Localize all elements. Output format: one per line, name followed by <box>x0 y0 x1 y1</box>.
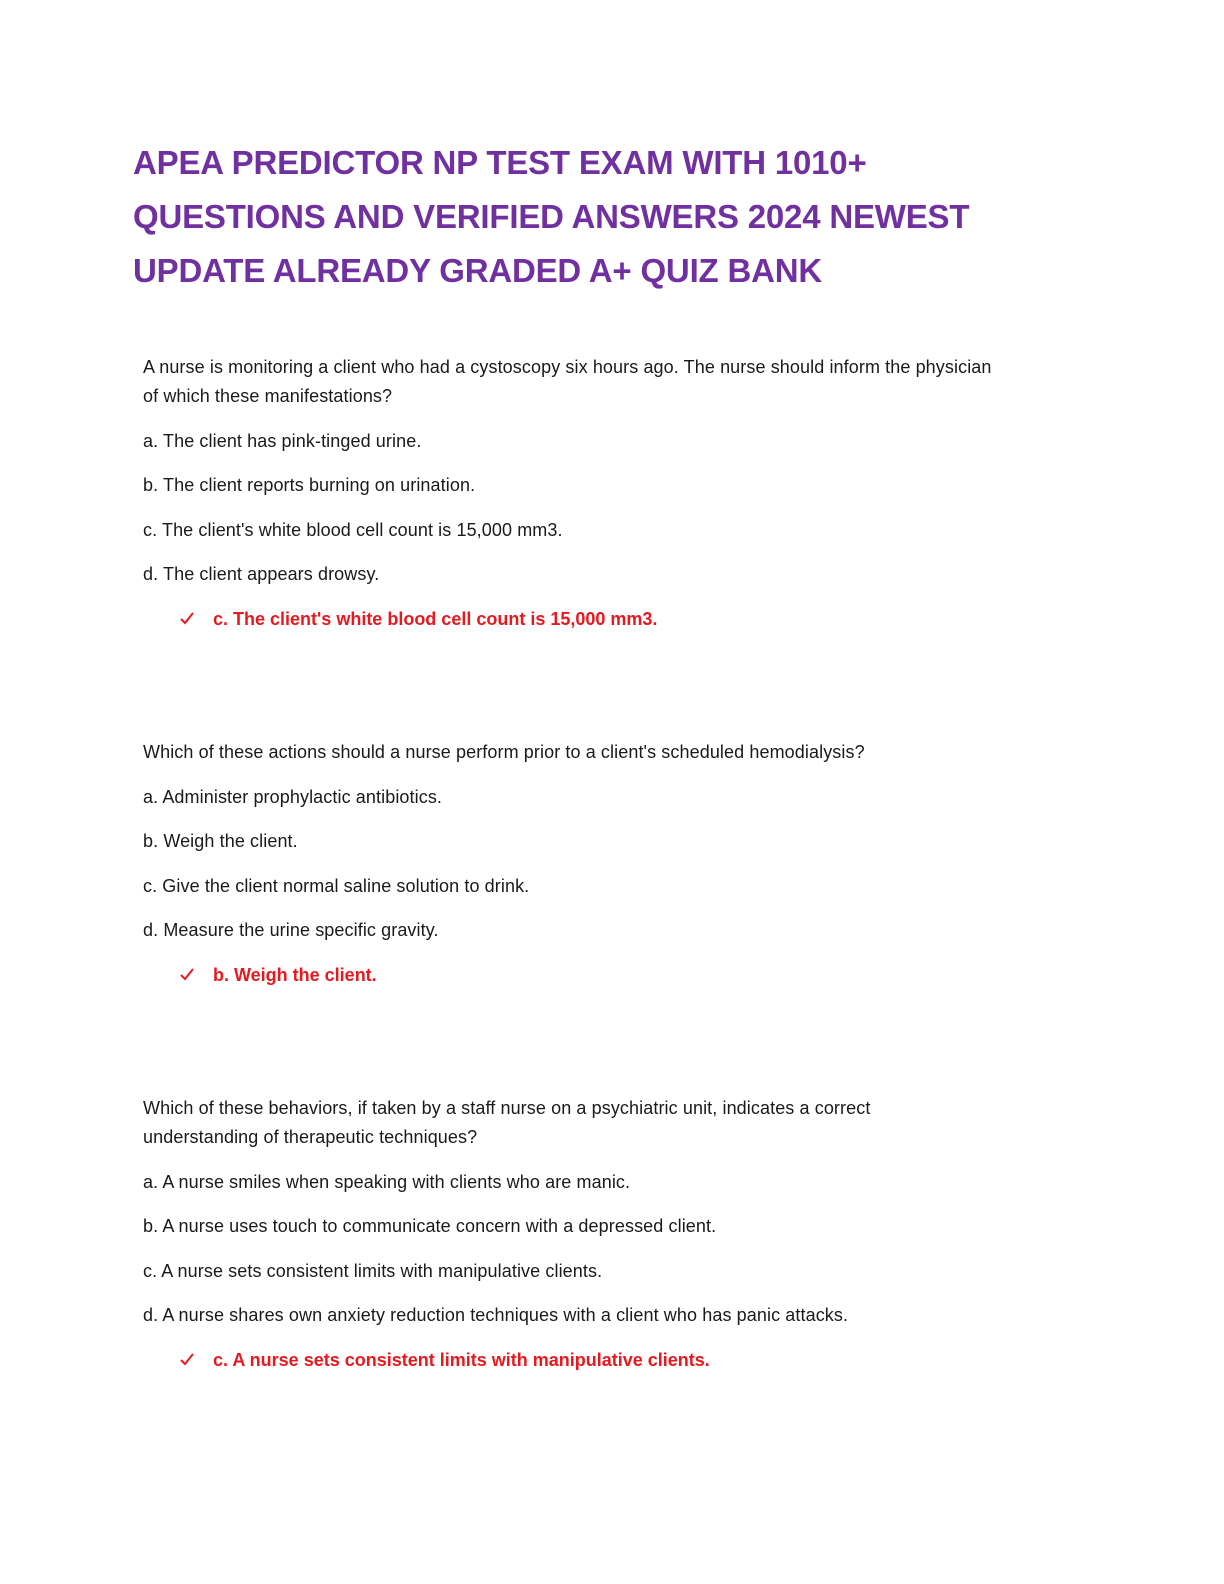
question-text <box>143 738 1083 767</box>
question-block <box>143 353 1083 634</box>
title-line: QUESTIONS AND VERIFIED ANSWERS 2024 NEWEST <box>133 198 970 235</box>
answer-option: a. Administer prophylactic antibiotics. <box>143 786 443 807</box>
correct-answer-text: c. A nurse sets consistent limits with manipulative clients. <box>213 1349 710 1370</box>
correct-answer <box>143 961 1083 990</box>
document-title <box>133 136 1093 298</box>
question-line: A nurse is monitoring a client who had a cystoscopy six hours ago. The nurse should inform the physician <box>143 357 992 377</box>
checkmark-icon <box>180 961 196 990</box>
answer-option: c. Give the client normal saline solution to drink. <box>143 875 530 896</box>
answer-option: a. The client has pink-tinged urine. <box>143 430 422 451</box>
question-line: of which these manifestations? <box>143 386 393 406</box>
answer-option: d. A nurse shares own anxiety reduction techniques with a client who has panic attacks. <box>143 1305 849 1325</box>
correct-answer-text: b. Weigh the client. <box>213 964 377 985</box>
answer-option: a. A nurse smiles when speaking with clients who are manic. <box>143 1171 631 1192</box>
correct-answer <box>143 605 1083 634</box>
answer-option: d. Measure the urine specific gravity. <box>143 920 439 940</box>
answer-option: d. The client appears drowsy. <box>143 564 380 584</box>
question-line: understanding of therapeutic techniques? <box>143 1127 478 1147</box>
question-text <box>143 1094 1083 1152</box>
answer-option: b. Weigh the client. <box>143 831 298 851</box>
checkmark-icon <box>180 1346 196 1375</box>
title-line: UPDATE ALREADY GRADED A+ QUIZ BANK <box>133 252 822 289</box>
question-line: Which of these actions should a nurse perform prior to a client's scheduled hemodialysis? <box>143 742 865 762</box>
question-block <box>143 1094 1083 1375</box>
answer-option: c. A nurse sets consistent limits with manipulative clients. <box>143 1260 603 1281</box>
checkmark-icon <box>180 605 196 634</box>
correct-answer-text: c. The client's white blood cell count is 15,000 mm3. <box>213 608 658 629</box>
correct-answer <box>143 1346 1083 1375</box>
question-block <box>143 738 1083 990</box>
answer-option: c. The client's white blood cell count is 15,000 mm3. <box>143 519 563 540</box>
answer-option: b. The client reports burning on urination. <box>143 475 476 495</box>
answer-option: b. A nurse uses touch to communicate concern with a depressed client. <box>143 1216 717 1236</box>
question-line: Which of these behaviors, if taken by a staff nurse on a psychiatric unit, indicates a correct <box>143 1098 871 1118</box>
question-text <box>143 353 1083 411</box>
title-line: APEA PREDICTOR NP TEST EXAM WITH 1010+ <box>133 144 867 181</box>
